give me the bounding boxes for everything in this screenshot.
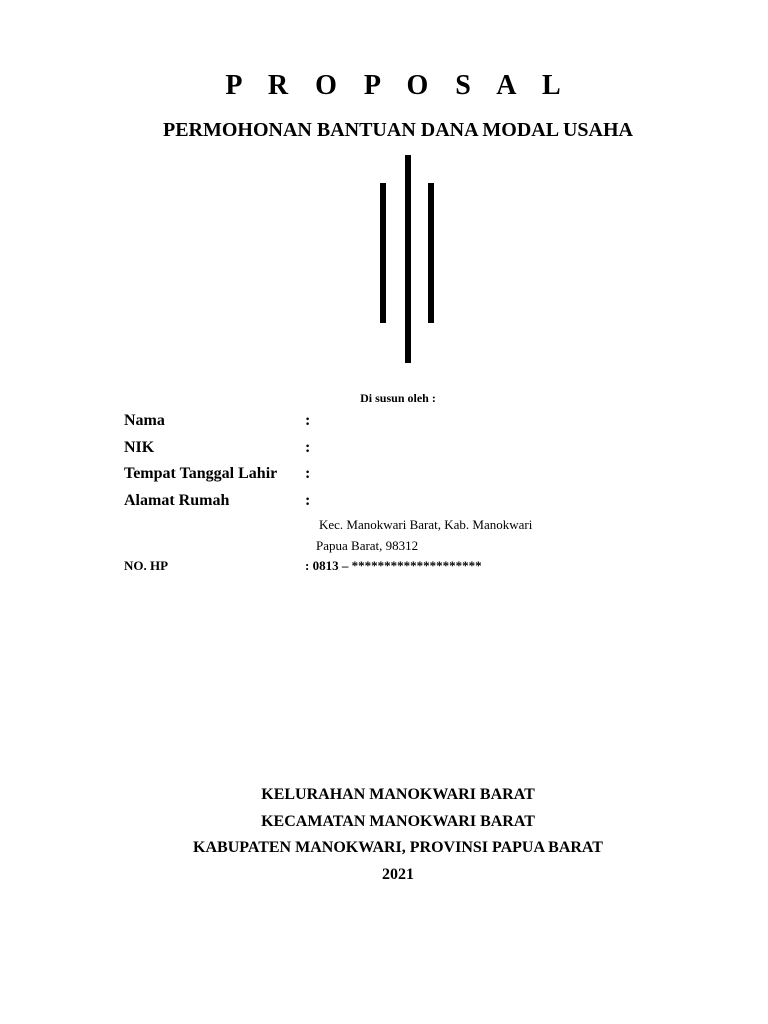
document-subtitle: PERMOHONAN BANTUAN DANA MODAL USAHA xyxy=(162,119,633,141)
logo-bar-middle xyxy=(405,155,411,363)
field-label-birth: Tempat Tanggal Lahir xyxy=(124,465,278,482)
document-title: P R O P O S A L xyxy=(225,70,571,101)
address-line-1: Kec. Manokwari Barat, Kab. Manokwari xyxy=(319,517,533,532)
three-vertical-bars-icon xyxy=(376,155,440,365)
field-colon-birth: : xyxy=(305,465,311,482)
phone-value: : 0813 – ******************** xyxy=(305,558,482,573)
field-colon-nik: : xyxy=(305,439,311,456)
logo-bar-right xyxy=(428,183,434,323)
field-label-nik: NIK xyxy=(124,439,155,456)
address-line-2: Papua Barat, 98312 xyxy=(316,538,419,553)
phone-label: NO. HP xyxy=(124,558,169,573)
field-colon-address: : xyxy=(305,492,311,509)
compiled-by-label: Di susun oleh : xyxy=(360,391,436,405)
footer-kabupaten: KABUPATEN MANOKWARI, PROVINSI PAPUA BARAT xyxy=(193,839,603,856)
field-label-address: Alamat Rumah xyxy=(124,492,230,509)
field-label-name: Nama xyxy=(124,412,165,429)
field-colon-name: : xyxy=(305,412,311,429)
logo-bar-left xyxy=(380,183,386,323)
footer-year: 2021 xyxy=(382,866,414,883)
footer-kelurahan: KELURAHAN MANOKWARI BARAT xyxy=(261,786,535,803)
footer-kecamatan: KECAMATAN MANOKWARI BARAT xyxy=(261,813,535,830)
